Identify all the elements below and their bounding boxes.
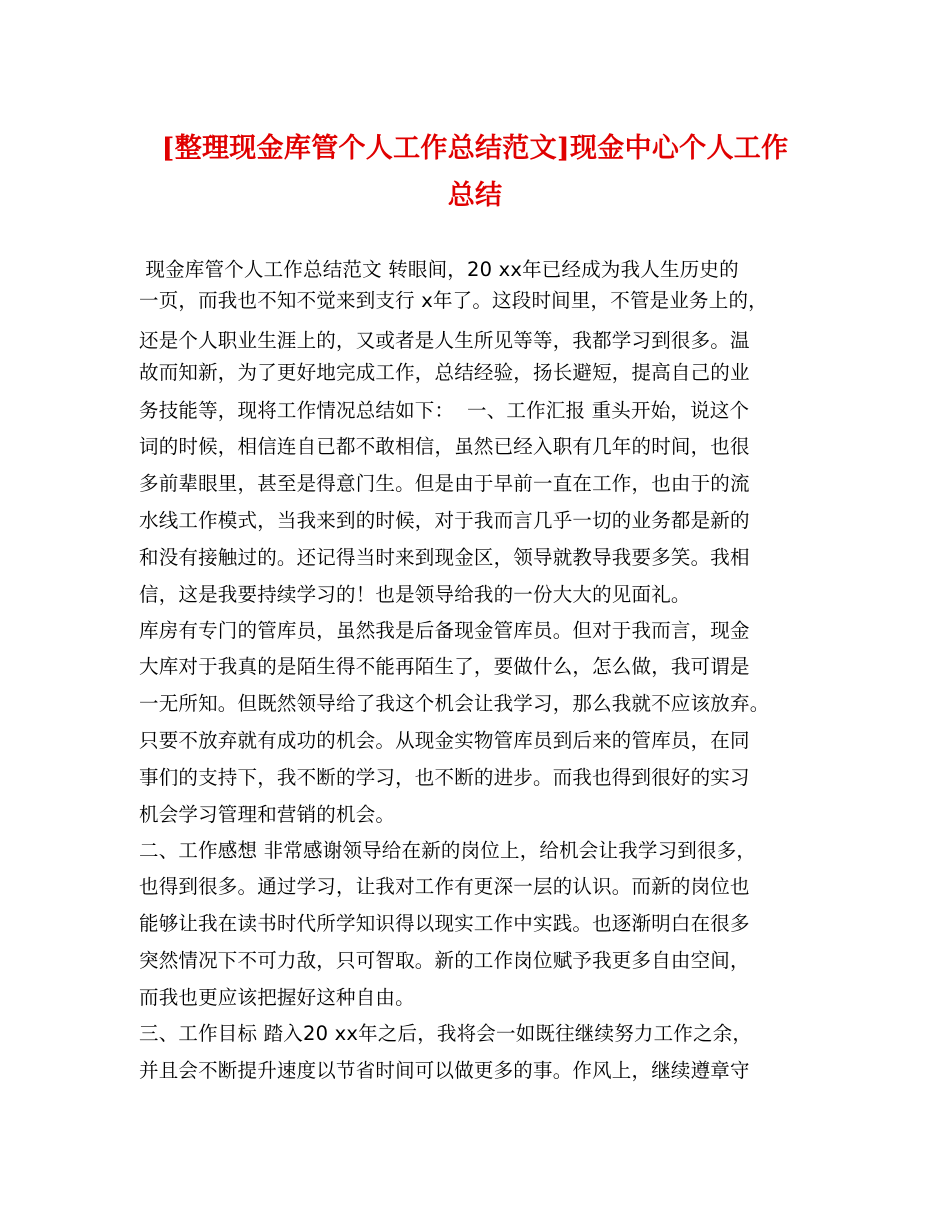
body-line: 能够让我在读书时代所学知识得以现实工作中实践。也逐渐明白在很多 — [139, 912, 750, 935]
body-line: 库房有专门的管库员，虽然我是后备现金管库员。但对于我而言，现金 — [139, 619, 750, 642]
body-line: 机会学习管理和营销的机会。 — [139, 803, 396, 826]
body-line: 故而知新，为了更好地完成工作，总结经验，扬长避短，提高自己的业 — [139, 361, 750, 384]
document-title-line-1: [整理现金库管个人工作总结范文]现金中心个人工作 — [161, 133, 789, 164]
body-line: 信，这是我要持续学习的！也是领导给我的一份大大的见面礼。 — [139, 583, 691, 606]
body-line: 只要不放弃就有成功的机会。从现金实物管库员到后来的管库员，在同 — [139, 729, 750, 752]
body-line: 并且会不断提升速度以节省时间可以做更多的事。作风上，继续遵章守 — [139, 1059, 750, 1082]
body-line: 务技能等，现将工作情况总结如下： 一、工作汇报 重头开始，说这个 — [139, 399, 750, 422]
body-line: 现金库管个人工作总结范文 转眼间，20 xx年已经成为我人生历史的 — [139, 258, 739, 281]
body-line: 多前辈眼里，甚至是得意门生。但是由于早前一直在工作，也由于的流 — [139, 472, 750, 495]
body-line: 三、工作目标 踏入20 xx年之后，我将会一如既往继续努力工作之余， — [139, 1022, 753, 1045]
body-line: 而我也更应该把握好这种自由。 — [139, 986, 415, 1009]
body-line: 也得到很多。通过学习，让我对工作有更深一层的认识。而新的岗位也 — [139, 875, 750, 898]
body-line: 事们的支持下，我不断的学习，也不断的进步。而我也得到很好的实习 — [139, 766, 750, 789]
body-line: 一无所知。但既然领导给了我这个机会让我学习，那么我就不应该放弃。 — [139, 692, 770, 715]
document-title-line-2: 总结 — [447, 180, 503, 211]
body-line: 词的时候，相信连自已都不敢相信，虽然已经入职有几年的时间，也很 — [139, 435, 750, 458]
body-line: 突然情况下不可力敌，只可智取。新的工作岗位赋予我更多自由空间， — [139, 949, 750, 972]
body-line: 大库对于我真的是陌生得不能再陌生了，要做什么，怎么做，我可谓是 — [139, 655, 750, 678]
body-line: 水线工作模式，当我来到的时候，对于我而言几乎一切的业务都是新的 — [139, 509, 750, 532]
body-line: 还是个人职业生涯上的，又或者是人生所见等等，我都学习到很多。温 — [139, 329, 750, 352]
body-line: 一页，而我也不知不觉来到支行 x年了。这段时间里，不管是业务上的， — [139, 289, 768, 312]
body-line: 和没有接触过的。还记得当时来到现金区，领导就教导我要多笑。我相 — [139, 546, 750, 569]
body-line: 二、工作感想 非常感谢领导给在新的岗位上，给机会让我学习到很多， — [139, 839, 757, 862]
